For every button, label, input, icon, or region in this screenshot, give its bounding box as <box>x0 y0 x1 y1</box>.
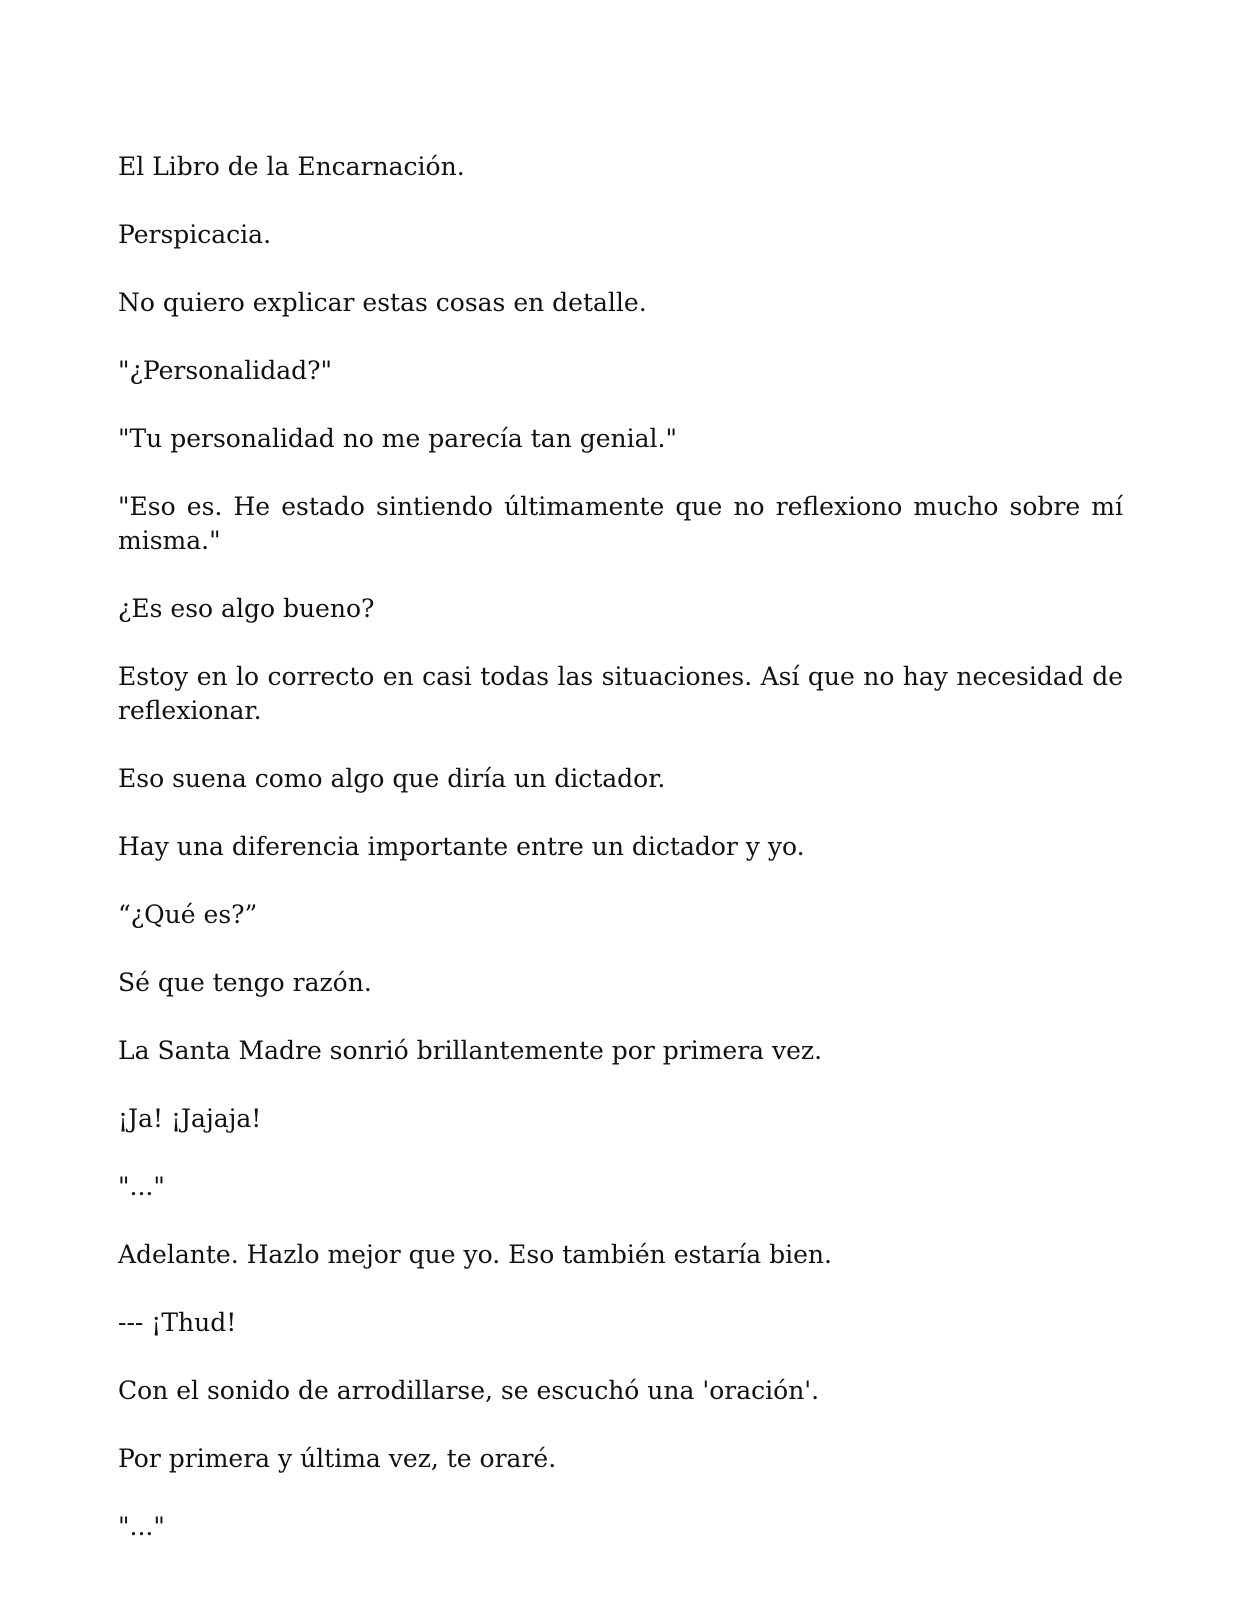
paragraph: Por primera y última vez, te oraré. <box>118 1444 557 1473</box>
paragraph-title: El Libro de la Encarnación. <box>118 152 465 181</box>
paragraph: Con el sonido de arrodillarse, se escuchó una 'oración'. <box>118 1376 820 1405</box>
paragraph: "Tu personalidad no me parecía tan genial." <box>118 424 677 453</box>
paragraph: ¿Es eso algo bueno? <box>118 594 375 623</box>
paragraph: "..." <box>118 1512 165 1541</box>
paragraph: ¡Ja! ¡Jajaja! <box>118 1104 262 1133</box>
paragraph: No quiero explicar estas cosas en detalle. <box>118 288 647 317</box>
paragraph: Estoy en lo correcto en casi todas las situaciones. Así que no hay necesidad de reflexionar. <box>118 662 1123 725</box>
paragraph: Perspicacia. <box>118 220 272 249</box>
document-body <box>118 150 1123 1578</box>
paragraph: Eso suena como algo que diría un dictador. <box>118 764 666 793</box>
paragraph: Hay una diferencia importante entre un dictador y yo. <box>118 832 805 861</box>
paragraph: "..." <box>118 1172 165 1201</box>
paragraph: Sé que tengo razón. <box>118 968 372 997</box>
paragraph: La Santa Madre sonrió brillantemente por primera vez. <box>118 1036 823 1065</box>
paragraph: Adelante. Hazlo mejor que yo. Eso también estaría bien. <box>118 1240 832 1269</box>
paragraph: "Eso es. He estado sintiendo últimamente que no reflexiono mucho sobre mí misma." <box>118 492 1123 555</box>
paragraph: "¿Personalidad?" <box>118 356 333 385</box>
paragraph: --- ¡Thud! <box>118 1308 237 1337</box>
paragraph: “¿Qué es?” <box>118 900 258 929</box>
